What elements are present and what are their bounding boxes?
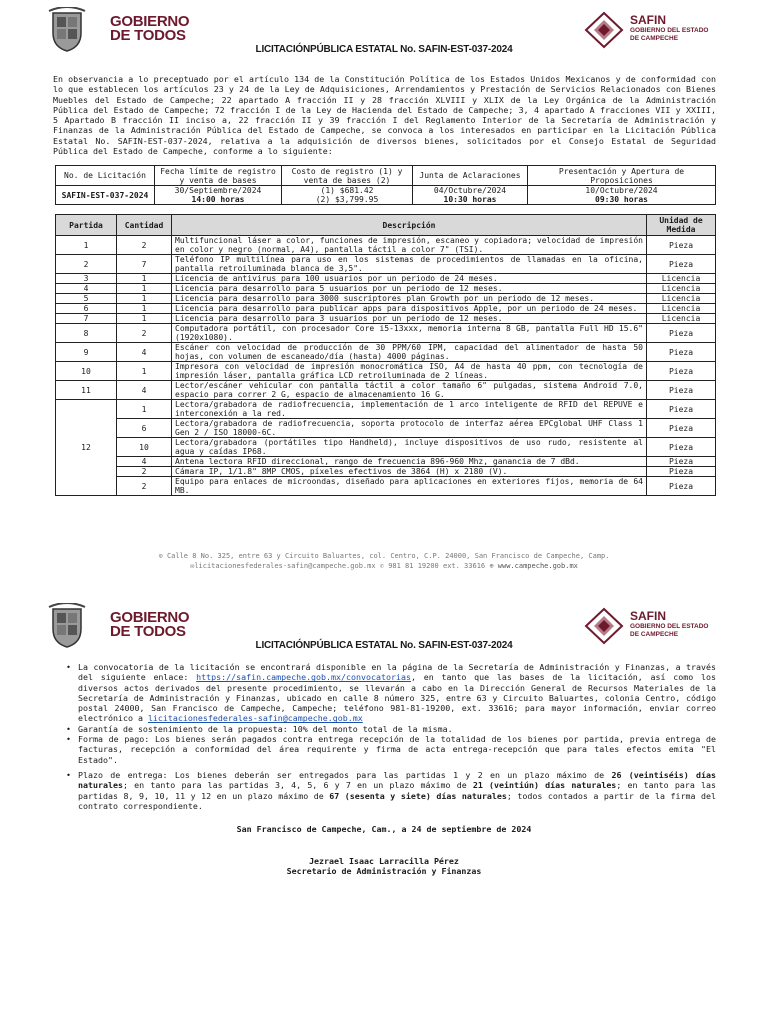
cantidad-cell: 1 (117, 304, 172, 314)
unidad-cell: Licencia (647, 284, 716, 294)
descripcion-cell: Teléfono IP multilínea para uso en los sistemas de procedimientos de llamadas en la oficina, pantalla retroiluminada blanca de 3,5". (172, 255, 647, 274)
col-header: Fecha límite de registro y venta de bases (155, 166, 282, 186)
unidad-cell: Pieza (647, 343, 716, 362)
partida-cell: 4 (56, 284, 117, 294)
logo-line-1: GOBIERNO (110, 609, 190, 626)
table-row (56, 294, 716, 304)
descripcion-cell: Licencia para desarrollo para 5 usuarios por un periodo de 12 meses. (172, 284, 647, 294)
fecha-limite-hour: 14:00 horas (191, 195, 245, 204)
cantidad-cell: 4 (117, 457, 172, 467)
partida-cell: 9 (56, 343, 117, 362)
col-header: Costo de registro (1) y venta de bases (2) (282, 166, 413, 186)
table-row (56, 381, 716, 400)
table-row (56, 362, 716, 381)
junta-date: 04/Octubre/2024 (433, 186, 507, 195)
cantidad-cell: 1 (117, 400, 172, 419)
table-row (56, 236, 716, 255)
unidad-cell: Pieza (647, 477, 716, 496)
cantidad-cell: 6 (117, 419, 172, 438)
list-item: • Garantía de sostenimiento de la propuesta: 10% del monto total de la misma. (78, 724, 716, 734)
cantidad-cell: 10 (117, 438, 172, 457)
list-item (78, 770, 716, 811)
descripcion-cell: Lectora/grabadora de radiofrecuencia, soporta protocolo de interfaz aérea EPCglobal UHF Class 1 Gen 2 / ISO 18000-6C. (172, 419, 647, 438)
partida-cell: 11 (56, 381, 117, 400)
cantidad-cell: 4 (117, 381, 172, 400)
descripcion-cell: Lector/escáner vehicular con pantalla táctil a color tamaño 6" pulgadas, sistema Android 7.0, espacio para correr 2 G, espacio de almacenamiento 16 G. (172, 381, 647, 400)
footer-website-link[interactable]: www.campeche.gob.mx (497, 562, 578, 570)
costo-1: (1) $681.42 (320, 186, 374, 195)
logo-line-2: DE TODOS (110, 623, 186, 640)
table-row (56, 314, 716, 324)
descripcion-cell: Lectora/grabadora de radiofrecuencia, implementación de 1 arco inteligente de RFID del REPUVE e interconexión a la red. (172, 400, 647, 419)
unidad-cell: Pieza (647, 400, 716, 419)
cantidad-cell: 4 (117, 343, 172, 362)
safin-brand (630, 610, 709, 639)
partida-cell: 6 (56, 304, 117, 314)
cantidad-cell: 2 (117, 477, 172, 496)
col-header: No. de Licitación (56, 166, 155, 186)
bullet-4-c: ; en tanto para las partidas 3, 4, 5, 6 y 7 en un plazo máximo de (122, 780, 473, 791)
logo-line-2: DE TODOS (110, 27, 186, 44)
email-link[interactable]: licitacionesfederales-safin@campeche.gob.mx (147, 713, 363, 724)
unidad-cell: Pieza (647, 255, 716, 274)
table-row (56, 343, 716, 362)
table-row (56, 255, 716, 274)
cantidad-cell: 1 (117, 362, 172, 381)
col-header: Cantidad (117, 215, 172, 236)
cantidad-cell: 2 (117, 236, 172, 255)
mail-icon: ✉ (190, 562, 195, 570)
phone-icon: ✆ (379, 562, 384, 570)
costo-2: (2) $3,799.95 (315, 195, 379, 204)
bullet-4-d: ; en tanto para las partidas 8, 9, 10, 11 y 12 en un plazo máximo de (78, 780, 716, 801)
page-footer (0, 551, 768, 571)
licitacion-number: SAFIN-EST-037-2024 (56, 186, 155, 205)
col-header: Unidad de Medida (647, 215, 716, 236)
costo (282, 186, 413, 205)
partida-cell: 5 (56, 294, 117, 304)
partida-cell: 7 (56, 314, 117, 324)
partida-cell: 10 (56, 362, 117, 381)
licitacion-table (55, 165, 716, 205)
cantidad-cell: 1 (117, 274, 172, 284)
unidad-cell: Pieza (647, 381, 716, 400)
descripcion-cell: Cámara IP, 1/1.8" 8MP CMOS, píxeles efectivos de 3864 (H) x 2180 (V). (172, 467, 647, 477)
convocatorias-link[interactable]: https://safin.campeche.gob.mx/convocatorias (196, 672, 411, 683)
cantidad-cell: 7 (117, 255, 172, 274)
gobierno-de-todos-logo (110, 15, 189, 43)
safin-sub-2: DE CAMPECHE (630, 35, 679, 42)
fecha-limite-date: 30/Septiembre/2024 (174, 186, 262, 195)
junta-hour: 10:30 horas (443, 195, 497, 204)
apertura-date: 10/Octubre/2024 (585, 186, 658, 195)
list-item: • Forma de pago: Los bienes serán pagados contra entrega recepción de la totalidad de los bienes por partida, previa entrega de facturas, recepción a conformidad del área requirente y firma de acta entrega-recepción que para tales efectos emita "El Estado". (78, 734, 716, 765)
descripcion-cell: Equipo para enlaces de microondas, diseñado para aplicaciones en exteriores fijos, memoria de 64 MB. (172, 477, 647, 496)
table-row (56, 304, 716, 314)
bullet-1-text-b: , en tanto que las bases de la licitación, así como los diversos actos derivados del presente procedimiento, se llevarán a cabo en la Dirección General de Recursos Materiales de la Secretaría de Administración y Finanzas, ubicado en calle 8 número 325, entre 63 y Circuito Baluartes, colonia Centro, código postal 24000, San Francisco de Campeche, Campeche; teléfono 981-81-19200, ext. 33616; para mayor información, enviar correo electrónico a (78, 672, 717, 724)
bullet-4-a: Plazo de entrega: Los bienes deberán ser entregados para las partidas 1 y 2 en un plazo máximo de (78, 769, 612, 780)
signer-title: Secretario de Administración y Finanzas (286, 866, 482, 876)
descripcion-cell: Licencia de antivirus para 100 usuarios por un periodo de 24 meses. (172, 274, 647, 284)
bullet-4-e: ; todos contados a partir de la firma del contrato correspondiente. (78, 790, 716, 811)
location-pin-icon: ⊙ (158, 552, 163, 560)
partida-cell: 3 (56, 274, 117, 284)
col-header: Descripción (172, 215, 647, 236)
fecha-limite (155, 186, 282, 205)
place-date: San Francisco de Campeche, Cam., a 24 de septiembre de 2024 (236, 824, 532, 834)
page-title: LICITACIÓNPÚBLICA ESTATAL No. SAFIN-EST-037-2024 (255, 44, 513, 55)
unidad-cell: Pieza (647, 467, 716, 477)
partida-cell: 8 (56, 324, 117, 343)
items-table (55, 214, 716, 496)
unidad-cell: Licencia (647, 314, 716, 324)
signer-name: Jezrael Isaac Larracilla Pérez (309, 856, 459, 866)
gobierno-de-todos-logo (110, 611, 189, 639)
safin-brand-name: SAFIN (630, 609, 666, 623)
partida-cell: 12 (56, 400, 117, 496)
conditions-list (78, 662, 716, 811)
junta (413, 186, 528, 205)
safin-sub-1: GOBIERNO DEL ESTADO (630, 623, 709, 630)
descripcion-cell: Licencia para desarrollo para 3 usuarios por un periodo de 12 meses. (172, 314, 647, 324)
list-item (78, 662, 716, 724)
apertura-hour: 09:30 horas (595, 195, 648, 204)
signature-block (0, 856, 768, 876)
table-row (56, 419, 716, 438)
col-header: Presentación y Apertura de Proposiciones (528, 166, 716, 186)
page-2 (0, 596, 768, 1024)
table-row (56, 438, 716, 457)
apertura (528, 186, 716, 205)
descripcion-cell: Escáner con velocidad de producción de 30 PPM/60 IPM, capacidad del alimentador de hasta 50 hojas, con volumen de escaneado/día (hasta) 4000 páginas. (172, 343, 647, 362)
table-row (56, 274, 716, 284)
descripcion-cell: Computadora portátil, con procesador Core i5-13xxx, memoria interna 8 GB, pantalla Full HD 15.6" (1920x1080). (172, 324, 647, 343)
descripcion-cell: Licencia para desarrollo para 3000 suscriptores plan Growth por un periodo de 12 meses. (172, 294, 647, 304)
partida-cell: 1 (56, 236, 117, 255)
safin-sub-1: GOBIERNO DEL ESTADO (630, 27, 709, 34)
descripcion-cell: Antena lectora RFID direccional, rango de frecuencia 896-960 Mhz, ganancia de 7 dBd. (172, 457, 647, 467)
table-row (56, 324, 716, 343)
unidad-cell: Licencia (647, 294, 716, 304)
descripcion-cell: Impresora con velocidad de impresión monocromática ISO, A4 de hasta 40 ppm, con tecnología de impresión láser, pantalla gráfica LCD retroiluminada de 2 líneas. (172, 362, 647, 381)
table-row (56, 457, 716, 467)
table-row (56, 477, 716, 496)
table-row (56, 400, 716, 419)
unidad-cell: Pieza (647, 457, 716, 467)
logo-line-1: GOBIERNO (110, 13, 190, 30)
safin-brand-name: SAFIN (630, 13, 666, 27)
unidad-cell: Pieza (647, 362, 716, 381)
cantidad-cell: 2 (117, 324, 172, 343)
cantidad-cell: 1 (117, 284, 172, 294)
col-header: Partida (56, 215, 117, 236)
cantidad-cell: 2 (117, 467, 172, 477)
footer-address: Calle 8 No. 325, entre 63 y Circuito Baluartes, col. Centro, C.P. 24000, San Francisco de Campeche, Camp. (166, 552, 610, 560)
safin-brand (630, 14, 709, 43)
intro-paragraph: En observancia a lo preceptuado por el artículo 134 de la Constitución Política de los Estados Unidos Mexicanos y de conformidad con lo que establecen los artículos 23 y 24 de la Ley de Adquisiciones, Arrendamientos y Prestación de Servicios Relacionados con Bienes Muebles del Estado de Campeche; 22 apartado A fracción II y 28 fracción XLVIII y XLIX de la Ley Orgánica de la Administración Pública del Estado de Campeche; 72 fracción I de la Ley de Hacienda del Estado de Campeche; 3, 4 apartado A fracciones VII y XXIII, 5 Apartado B fracción II inciso a, 22 fracción II y 39 fracción I del Reglamento Interior de la Secretaría de Administración y Finanzas de la Administración Pública del Estado de Campeche, se convoca a los interesados en participar en la Licitación Pública Estatal No. SAFIN-EST-037-2024, relativa a la adquisición de diversos bienes, solicitados por el Consejo Estatal de Seguridad Pública del Estado de Campeche, conforme a lo siguiente: (53, 74, 716, 157)
bullet-4-b2: 21 (veintiún) días naturales (472, 780, 617, 791)
page-title: LICITACIÓNPÚBLICA ESTATAL No. SAFIN-EST-037-2024 (255, 640, 513, 651)
bullet-4-b1: 26 (veintiséis) días naturales (78, 769, 716, 791)
bullet-4-b3: 67 (sesenta y siete) días naturales (329, 790, 507, 801)
unidad-cell: Pieza (647, 419, 716, 438)
globe-icon: ⊕ (489, 562, 494, 570)
footer-email: licitacionesfederales-safin@campeche.gob.mx (194, 562, 376, 570)
table-row (56, 284, 716, 294)
cantidad-cell: 1 (117, 294, 172, 304)
unidad-cell: Licencia (647, 304, 716, 314)
unidad-cell: Pieza (647, 438, 716, 457)
unidad-cell: Pieza (647, 324, 716, 343)
col-header: Junta de Aclaraciones (413, 166, 528, 186)
descripcion-cell: Multifuncional láser a color, funciones de impresión, escaneo y copiadora; velocidad de impresión en color y negro (normal, A4), pantalla táctil a color 7" (TSI). (172, 236, 647, 255)
footer-phone: 981 81 19200 ext. 33616 (388, 562, 486, 570)
unidad-cell: Licencia (647, 274, 716, 284)
table-row (56, 467, 716, 477)
safin-sub-2: DE CAMPECHE (630, 631, 679, 638)
bullet-1-text-a: La convocatoria de la licitación se encontrará disponible en la página de la Secretaría de Administración y Finanzas, a través del siguiente enlace: (78, 662, 716, 683)
cantidad-cell: 1 (117, 314, 172, 324)
descripcion-cell: Licencia para desarrollo para publicar apps para dispositivos Apple, por un periodo de 24 meses. (172, 304, 647, 314)
descripcion-cell: Lectora/grabadora (portátiles tipo Handheld), incluye dispositivos de uso rudo, resistente al agua y caídas IP68. (172, 438, 647, 457)
partida-cell: 2 (56, 255, 117, 274)
unidad-cell: Pieza (647, 236, 716, 255)
